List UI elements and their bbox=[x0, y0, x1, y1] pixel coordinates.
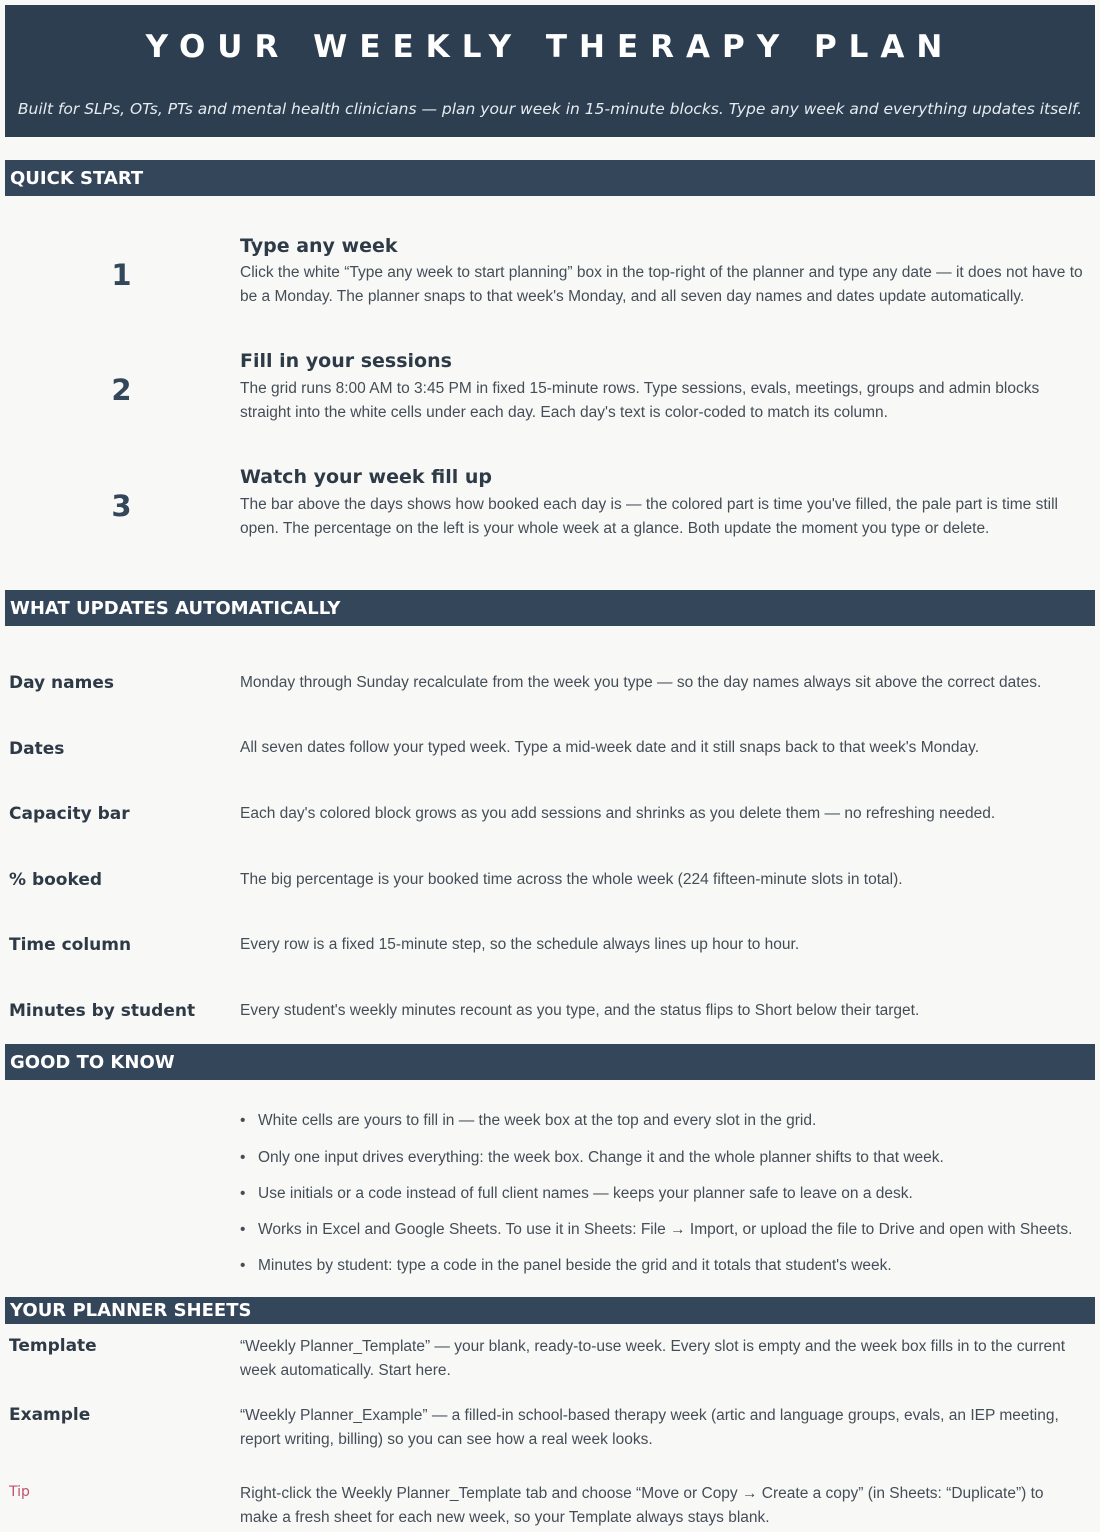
list-item: • White cells are yours to fill in — the week box at the top and every slot in the grid. bbox=[240, 1112, 817, 1129]
bullet-icon: • bbox=[240, 1112, 246, 1129]
row-label-example: Example bbox=[9, 1405, 91, 1425]
row-text-time-column: Every row is a fixed 15-minute step, so the schedule always lines up hour to hour. bbox=[240, 936, 800, 953]
step-number: 1 bbox=[111, 258, 132, 292]
section-header-quick-start: QUICK START bbox=[5, 160, 1095, 196]
step-description: Click the white “Type any week to start planning” box in the top-right of the planner and type any date — it does not have to be a Monday. The planner snaps to that week's Monday, and all seven day names and dates update automatically. bbox=[240, 264, 1083, 305]
list-item: • Use initials or a code instead of full client names — keeps your planner safe to leave on a desk. bbox=[240, 1185, 913, 1202]
row-label-percent-booked: % booked bbox=[9, 870, 103, 890]
row-label-template: Template bbox=[9, 1336, 97, 1356]
row-label-tip: Tip bbox=[9, 1484, 30, 1500]
step-description: The grid runs 8:00 AM to 3:45 PM in fixed 15-minute rows. Type sessions, evals, meetings, groups and admin blocks straight into the white cells under each day. Each day's text is color-coded to match its column. bbox=[240, 380, 1040, 421]
section-header-auto-updates: WHAT UPDATES AUTOMATICALLY bbox=[5, 590, 1095, 626]
row-text-dates: All seven dates follow your typed week. Type a mid-week date and it still snaps back to that week's Monday. bbox=[240, 739, 980, 756]
section-header-planner-sheets: YOUR PLANNER SHEETS bbox=[5, 1297, 1095, 1324]
row-label-capacity-bar: Capacity bar bbox=[9, 804, 130, 824]
step-title: Watch your week fill up bbox=[240, 466, 492, 488]
list-item: • Only one input drives everything: the week box. Change it and the whole planner shifts to that week. bbox=[240, 1149, 944, 1166]
row-label-time-column: Time column bbox=[9, 935, 132, 955]
bullet-icon: • bbox=[240, 1221, 246, 1238]
row-text-example: “Weekly Planner_Example” — a filled-in school-based therapy week (artic and language groups, evals, an IEP meeting, report writing, billing) so you can see how a real week looks. bbox=[240, 1407, 1059, 1448]
step-number: 2 bbox=[111, 373, 132, 407]
row-label-minutes-by-student: Minutes by student bbox=[9, 1001, 196, 1021]
step-title: Type any week bbox=[240, 235, 398, 257]
bullet-icon: • bbox=[240, 1185, 246, 1202]
bullet-icon: • bbox=[240, 1257, 246, 1274]
step-description: The bar above the days shows how booked each day is — the colored part is time you've filled, the pale part is time still open. The percentage on the left is your whole week at a glance. Both update the moment you type or delete. bbox=[240, 496, 1058, 537]
row-text-template: “Weekly Planner_Template” — your blank, ready-to-use week. Every slot is empty and the week box fills in to the current week automatically. Start here. bbox=[240, 1338, 1066, 1379]
page-title: YOUR WEEKLY THERAPY PLAN bbox=[145, 29, 955, 65]
row-label-dates: Dates bbox=[9, 739, 65, 759]
row-text-tip: Right-click the Weekly Planner_Template tab and choose “Move or Copy → Create a copy” (in Sheets: “Duplicate”) to make a fresh sheet for each new week, so your Template always stays blank. bbox=[240, 1485, 1044, 1526]
title-banner bbox=[5, 5, 1095, 137]
row-text-minutes-by-student: Every student's weekly minutes recount as you type, and the status flips to Short below their target. bbox=[240, 1002, 920, 1019]
page-subtitle: Built for SLPs, OTs, PTs and mental health clinicians — plan your week in 15-minute blocks. Type any week and everything updates itself. bbox=[17, 100, 1083, 118]
list-item: • Minutes by student: type a code in the panel beside the grid and it totals that student's week. bbox=[240, 1257, 892, 1274]
row-text-capacity-bar: Each day's colored block grows as you add sessions and shrinks as you delete them — no refreshing needed. bbox=[240, 805, 996, 822]
section-header-good-to-know: GOOD TO KNOW bbox=[5, 1044, 1095, 1080]
list-item: • Works in Excel and Google Sheets. To use it in Sheets: File → Import, or upload the file to Drive and open with Sheets. bbox=[240, 1221, 1073, 1238]
row-text-day-names: Monday through Sunday recalculate from the week you type — so the day names always sit above the correct dates. bbox=[240, 674, 1042, 691]
row-label-day-names: Day names bbox=[9, 673, 114, 693]
row-text-percent-booked: The big percentage is your booked time across the whole week (224 fifteen-minute slots in total). bbox=[240, 871, 903, 888]
bullet-icon: • bbox=[240, 1149, 246, 1166]
step-title: Fill in your sessions bbox=[240, 350, 452, 372]
step-number: 3 bbox=[111, 489, 132, 523]
